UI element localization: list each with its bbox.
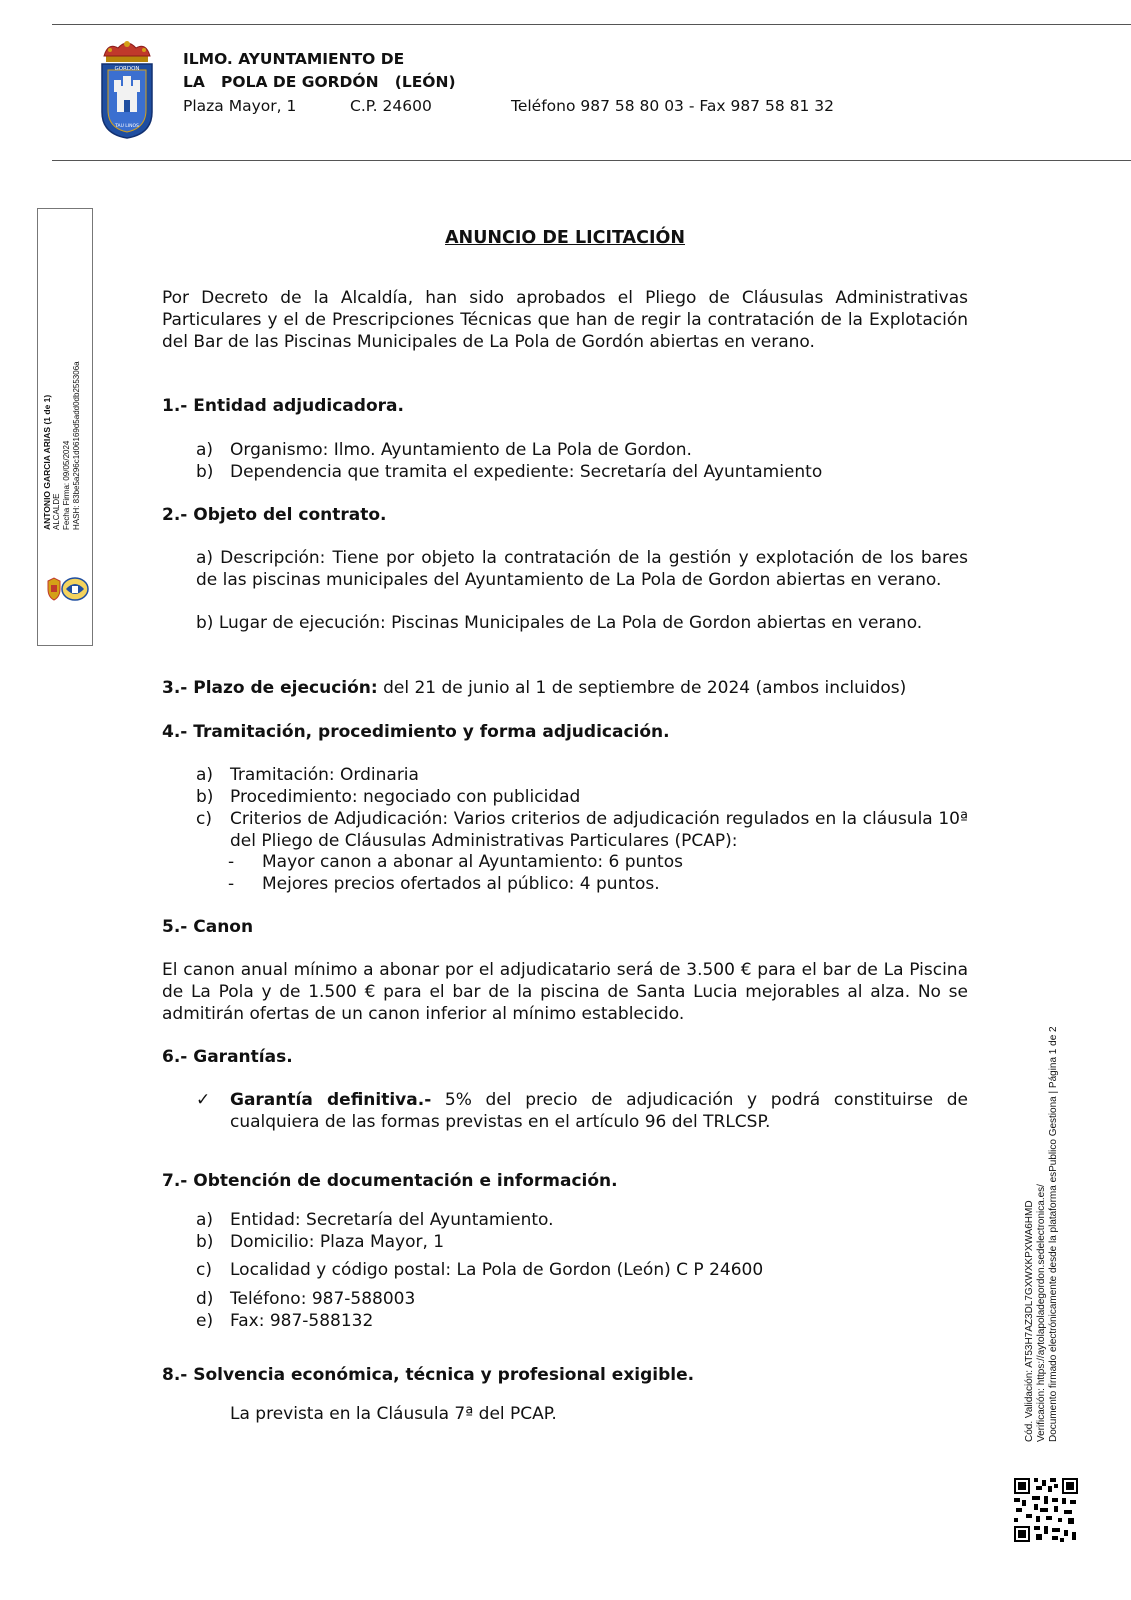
guarantee-item [196,1089,968,1133]
validation-document: Documento firmado electrónicamente desde la plataforma esPublico Gestiona | Página 1 de 2 [1048,1026,1059,1442]
list-item [196,1310,968,1332]
item-text: Entidad: Secretaría del Ayuntamiento. [230,1210,554,1230]
town-crest-logo [98,40,156,140]
list-item [196,764,968,786]
item-label: a) [196,1210,214,1230]
section-6-heading: 6.- Garantías. [162,1047,293,1067]
item-label: b) [196,787,214,807]
section-3-text: del 21 de junio al 1 de septiembre de 2024 (ambos incluidos) [377,678,907,698]
section-3-heading: 3.- Plazo de ejecución: [162,678,378,698]
item-label: c) [196,809,212,829]
item-label: d) [196,1289,214,1309]
crest-text-top: GORDON [114,66,140,72]
item-label: c) [196,1260,212,1280]
item-text: Domicilio: Plaza Mayor, 1 [230,1232,445,1252]
signature-date: Fecha Firma: 09/05/2024 [62,440,71,530]
crown-icon [104,41,150,62]
item-text: Fax: 987-588132 [230,1311,374,1331]
qr-code-icon [1014,1478,1078,1542]
section-1-heading: 1.- Entidad adjudicadora. [162,396,404,416]
bullet-text: Mejores precios ofertados al público: 4 puntos. [262,874,660,894]
item-label: b) [196,462,214,482]
list-item [196,1259,968,1281]
list-item [196,1231,968,1253]
section-7-heading: 7.- Obtención de documentación e información. [162,1171,618,1191]
guarantee-body: 5% del precio de adjudicación y podrá constituirse de cualquiera de las formas previstas en el artículo 96 del TRLCSP. [230,1090,968,1132]
item-text: La prevista en la Cláusula 7ª del PCAP. [230,1404,557,1424]
org-name-line2: LA POLA DE GORDÓN (LEÓN) [183,73,456,91]
bullet-dash: - [228,852,235,872]
item-label: a) [196,440,214,460]
notice-title: ANUNCIO DE LICITACIÓN [445,228,685,248]
org-postal-code: C.P. 24600 [350,97,432,115]
section-8-heading: 8.- Solvencia económica, técnica y profesional exigible. [162,1365,695,1385]
check-icon: ✓ [196,1090,211,1110]
guarantee-bold: Garantía definitiva.- [230,1090,432,1110]
section-4-heading: 4.- Tramitación, procedimiento y forma adjudicación. [162,722,670,742]
item-text: Tramitación: Ordinaria [230,765,419,785]
list-item [196,808,968,852]
section-5-text: El canon anual mínimo a abonar por el adjudicatario será de 3.500 € para el bar de La Piscina de La Pola y de 1.500 € para el bar de la piscina de Santa Lucia mejorables al alza. No se admitirán ofertas de un canon inferior al mínimo establecido. [162,960,968,1024]
signature-name: ANTONIO GARCIA ARIAS (1 de 1) [42,394,52,530]
crest-text-bottom: TAU LINOS [115,124,139,129]
item-label: b) [196,1232,214,1252]
item-label: e) [196,1311,214,1331]
section-3-paragraph [162,677,968,699]
org-phone-fax: Teléfono 987 58 80 03 - Fax 987 58 81 32 [511,97,834,115]
intro-paragraph: Por Decreto de la Alcaldía, han sido aprobados el Pliego de Cláusulas Administrativas Particulares y el de Prescripciones Técnicas que han de regir la contratación de la Explotación del Bar de las Piscinas Municipales de La Pola de Gordón abiertas en verano. [162,288,968,352]
signature-seal-icon [44,576,90,602]
section-2-location: b) Lugar de ejecución: Piscinas Municipales de La Pola de Gordon abiertas en verano. [196,613,923,633]
guarantee-text [230,1089,968,1133]
section-8-text [196,1403,968,1425]
bullet-dash: - [228,874,235,894]
item-label: a) [196,765,214,785]
signature-hash: HASH: 83be5a296c1d06169d5add0db255306a [72,361,81,530]
item-text: Organismo: Ilmo. Ayuntamiento de La Pola de Gordon. [230,440,692,460]
item-text: Procedimiento: negociado con publicidad [230,787,581,807]
validation-code: Cód. Validación: AT53H7AZ3DL7GXWXKPXWA6HMD [1024,1200,1035,1442]
validation-url: Verificación: https://aytolapoladegordon.sedelectronica.es/ [1036,1184,1047,1442]
section-2-description: a) Descripción: Tiene por objeto la contratación de la gestión y explotación de los bares de las piscinas municipales del Ayuntamiento de La Pola de Gordon abiertas en verano. [196,548,968,590]
bullet-text: Mayor canon a abonar al Ayuntamiento: 6 puntos [262,852,683,872]
list-item [196,439,968,461]
list-item [196,1209,968,1231]
section-5-heading: 5.- Canon [162,917,254,937]
item-text: Teléfono: 987-588003 [230,1289,416,1309]
list-item [196,461,968,483]
list-item [196,1288,968,1310]
header-top-rule [52,24,1131,25]
item-text: Localidad y código postal: La Pola de Gordon (León) C P 24600 [230,1260,764,1280]
org-address: Plaza Mayor, 1 [183,97,297,115]
section-2-heading: 2.- Objeto del contrato. [162,505,387,525]
org-name-line1: ILMO. AYUNTAMIENTO DE [183,50,405,68]
header-bottom-rule [52,160,1131,161]
signature-role: ALCALDE [52,493,61,530]
item-text: Criterios de Adjudicación: Varios criterios de adjudicación regulados en la cláusula 10ª del Pliego de Cláusulas Administrativas Particulares (PCAP): [230,809,968,851]
list-item [196,786,968,808]
item-text: Dependencia que tramita el expediente: Secretaría del Ayuntamiento [230,462,823,482]
